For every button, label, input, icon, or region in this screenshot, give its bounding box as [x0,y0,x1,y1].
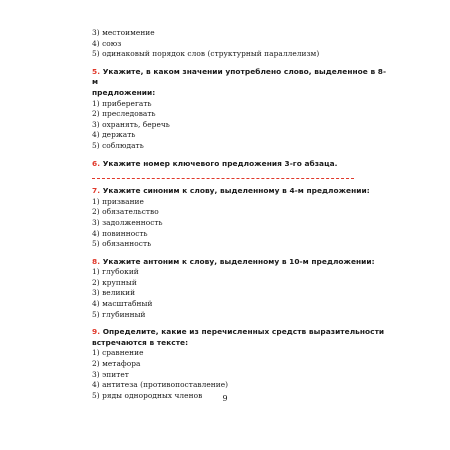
option-line: 5) соблюдать [92,140,144,150]
option-line: 5) обязанность [92,239,152,249]
question-number: 8. [92,256,101,266]
question-number: 9. [92,327,101,337]
page-number: 9 [222,394,228,403]
option-line: 3) задолженность [92,217,163,227]
option-line: 4) масштабный [92,299,153,309]
option-line: 4) держать [92,130,136,140]
option-line: 3) великий [92,288,136,298]
question-number: 7. [92,186,101,196]
question-prompt-continued: встречаются в тексте: [92,337,189,347]
option-line: 5) ряды однородных членов [92,390,203,400]
option-line: 1) сравнение [92,348,144,358]
option-line: 2) метафора [92,359,141,369]
question-7-text [92,186,392,197]
question-5 [92,67,392,152]
option-line: 2) обязательство [92,207,159,217]
option-line: 3) местоимение [92,28,155,37]
question-7 [92,186,392,250]
question-8 [92,257,392,321]
question-prompt-continued: предложении: [92,87,156,97]
option-line: 5) глубинный [92,309,146,319]
option-line: 2) крупный [92,277,137,287]
option-line: 3) охранять, беречь [92,119,170,129]
previous-question-options [92,28,392,60]
question-prompt: Укажите синоним к слову, выделенному в 4-м предложении: [102,186,370,196]
answer-line [92,178,354,179]
question-prompt: Определите, какие из перечисленных средств выразительности [102,327,385,337]
option-line: 4) союз [92,38,122,48]
option-line: 4) антитеза (противопоставление) [92,380,229,390]
option-line: 5) одинаковый порядок слов (структурный параллелизм) [92,49,320,59]
question-8-text [92,257,392,268]
question-9 [92,327,392,401]
question-prompt: Укажите, в каком значении употреблено слово, выделенное в 8-м [92,66,387,87]
question-number: 6. [92,158,101,168]
option-line: 1) глубокий [92,267,139,277]
option-line: 3) эпитет [92,369,129,379]
question-5-text [92,67,392,88]
question-6-text [92,159,392,170]
question-9-text [92,327,392,338]
question-prompt: Укажите номер ключевого предложения 3-го абзаца. [102,158,338,168]
option-line: 1) приберегать [92,98,152,108]
document-page [92,28,392,401]
question-number: 5. [92,66,101,76]
question-prompt: Укажите антоним к слову, выделенному в 10-м предложении: [102,256,375,266]
question-6 [92,159,392,180]
option-line: 2) преследовать [92,109,156,119]
option-line: 1) призвание [92,196,144,206]
option-line: 4) повинность [92,228,148,238]
